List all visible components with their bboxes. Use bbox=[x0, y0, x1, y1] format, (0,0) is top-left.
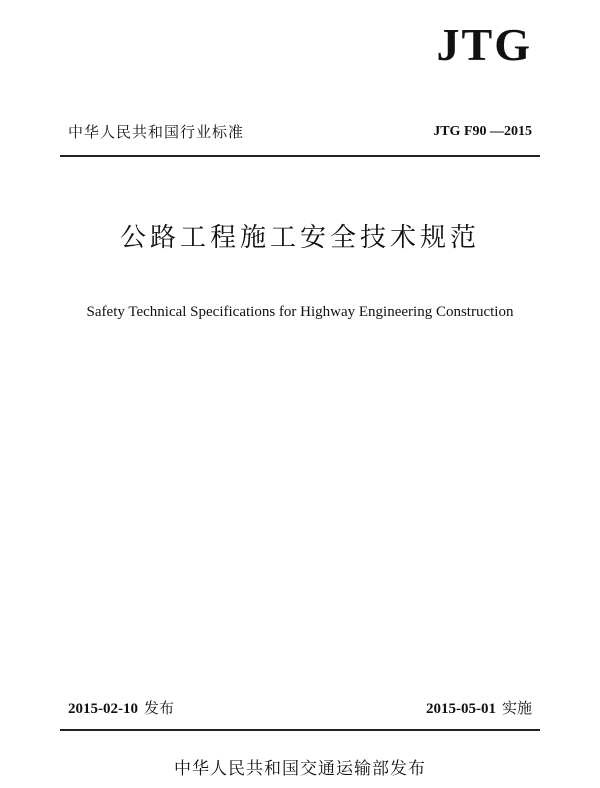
issue-date: 2015-02-10 bbox=[68, 701, 138, 717]
top-divider bbox=[60, 155, 540, 157]
title-chinese: 公路工程施工安全技术规范 bbox=[119, 223, 480, 253]
implement-date: 2015-05-01 bbox=[425, 701, 496, 717]
bottom-divider bbox=[60, 729, 540, 731]
implement-label: 实施 bbox=[501, 699, 532, 717]
issue-date-block bbox=[68, 696, 174, 721]
implement-date-block bbox=[426, 696, 532, 721]
standard-code: JTG F90 —2015 bbox=[433, 124, 532, 139]
title-english: Safety Technical Specifications for Highway Engineering Construction bbox=[86, 304, 514, 320]
standard-type: 中华人民共和国行业标准 bbox=[68, 123, 245, 141]
header-row bbox=[68, 120, 532, 144]
jtg-logo: JTG bbox=[436, 19, 532, 70]
date-row bbox=[68, 696, 532, 720]
publisher: 中华人民共和国交通运输部发布 bbox=[174, 759, 426, 779]
issue-label: 发布 bbox=[144, 699, 175, 717]
